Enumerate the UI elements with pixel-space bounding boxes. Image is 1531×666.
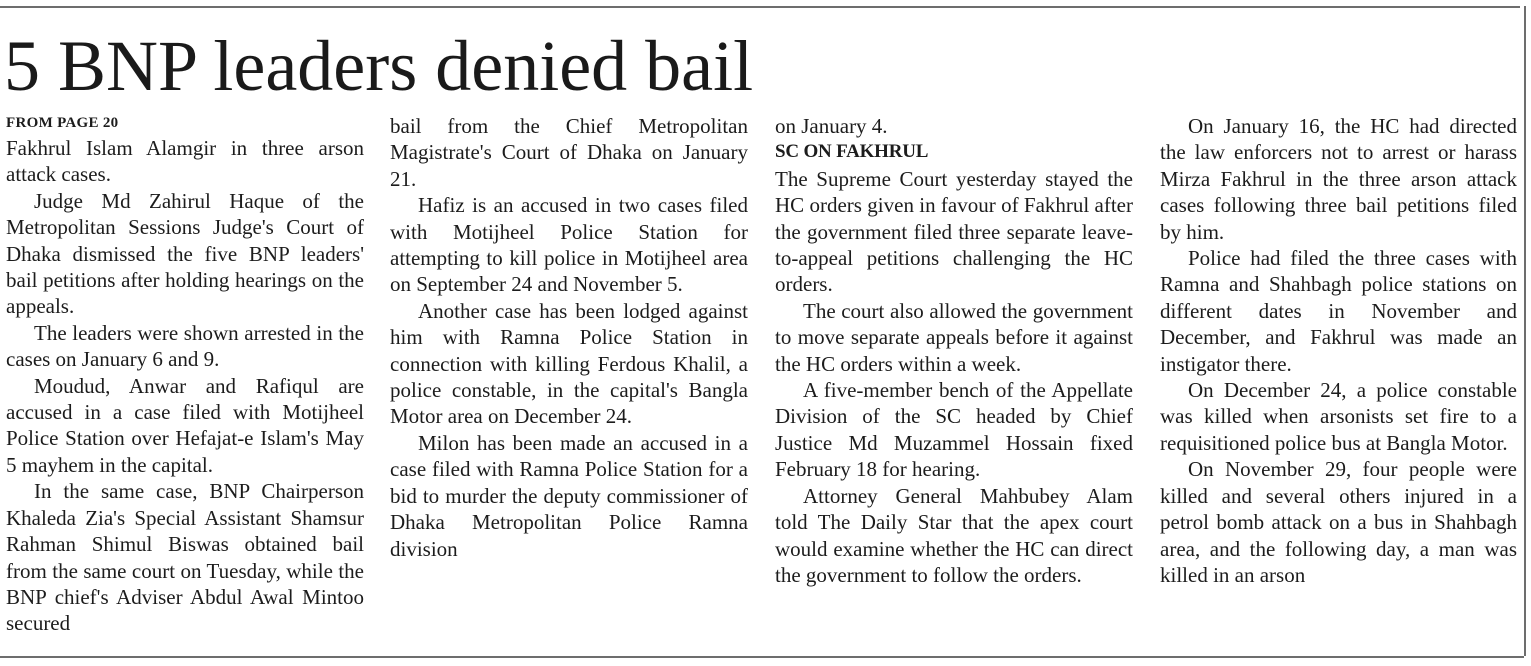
article-headline: 5 BNP leaders denied bail (4, 26, 754, 106)
paragraph: A five-member bench of the Appellate Division of the SC headed by Chief Justice Md Muzammel Hossain fixed February 18 for hearing. (775, 378, 1133, 482)
article-column-4 (1160, 113, 1517, 649)
paragraph: Hafiz is an accused in two cases filed with Motijheel Police Station for attempting to kill police in Motijheel area on September 24 and November 5. (390, 193, 748, 297)
paragraph: On December 24, a police constable was killed when arsonists set fire to a requisitioned police bus at Bangla Motor. (1160, 378, 1517, 455)
paragraph: On November 29, four people were killed and several others injured in a petrol bomb attack on a bus in Shahbagh area, and the following day, a man was killed in an arson (1160, 457, 1517, 587)
article-column-2 (390, 113, 748, 649)
section-subhead: SC ON FAKHRUL (775, 141, 929, 163)
paragraph: Police had filed the three cases with Ramna and Shahbagh police stations on different dates in November and December, and Fakhrul was made an instigator there. (1160, 246, 1517, 376)
paragraph: The leaders were shown arrested in the cases on January 6 and 9. (6, 320, 364, 372)
paragraph: Judge Md Zahirul Haque of the Metropolitan Sessions Judge's Court of Dhaka dismissed the five BNP leaders' bail petitions after holding hearings on the appeals. (6, 188, 364, 319)
paragraph: bail from the Chief Metropolitan Magistrate's Court of Dhaka on January 21. (390, 114, 748, 191)
bottom-rule (0, 656, 1524, 658)
paragraph: The Supreme Court yesterday stayed the HC orders given in favour of Fakhrul after the government filed three separate leave-to-appeal petitions challenging the HC orders. (775, 166, 1133, 297)
paragraph: Attorney General Mahbubey Alam told The Daily Star that the apex court would examine whether the HC can direct the government to follow the orders. (775, 483, 1133, 587)
paragraph: The court also allowed the government to move separate appeals before it against the HC orders within a week. (775, 298, 1133, 376)
top-rule (0, 6, 1520, 8)
paragraph: In the same case, BNP Chairperson Khaleda Zia's Special Assistant Shamsur Rahman Shimul Biswas obtained bail from the same court on Tuesday, while the BNP chief's Adviser Abdul Awal Mintoo secured (6, 479, 364, 636)
paragraph: Milon has been made an accused in a case filed with Ramna Police Station for a bid to murder the deputy commissioner of Dhaka Metropolitan Police Ramna division (390, 430, 748, 561)
article-column-3 (775, 113, 1133, 649)
paragraph: Moudud, Anwar and Rafiqul are accused in a case filed with Motijheel Police Station over Hefajat-e Islam's May 5 mayhem in the capital. (6, 373, 364, 477)
continued-from-kicker: FROM PAGE 20 (6, 115, 119, 131)
paragraph: Fakhrul Islam Alamgir in three arson attack cases. (6, 136, 364, 187)
article-column-1 (6, 113, 364, 649)
paragraph: on January 4. (775, 114, 888, 138)
paragraph: On January 16, the HC had directed the law enforcers not to arrest or harass Mirza Fakhrul in the three arson attack cases following three bail petitions filed by him. (1160, 114, 1517, 244)
paragraph: Another case has been lodged against him with Ramna Police Station in connection with killing Ferdous Khalil, a police constable, in the capital's Bangla Motor area on December 24. (390, 298, 748, 429)
right-rule (1524, 6, 1526, 656)
